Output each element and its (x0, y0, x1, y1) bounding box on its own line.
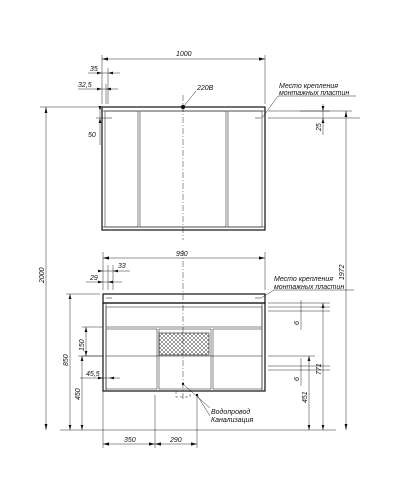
mirror-cabinet-view (78, 51, 360, 240)
basin-top (103, 294, 265, 303)
mount-note-bottom-line1: Место крепления (274, 276, 334, 283)
dim-29: 29 (90, 275, 98, 282)
sewer-leader (197, 395, 210, 416)
left-door (105, 111, 138, 227)
dim-150: 150 (79, 339, 86, 351)
dim-25: 25 (316, 123, 323, 131)
dim-2000: 2000 (39, 267, 46, 283)
water-leader (183, 384, 210, 408)
dim-45-5: 45,5 (86, 371, 100, 378)
dim-33: 33 (118, 263, 126, 270)
water-label: Водопровод (211, 409, 251, 416)
sewer-label: Канализация (211, 417, 254, 424)
dim-1972: 1972 (339, 264, 346, 280)
dim-451: 451 (302, 391, 309, 403)
dim-990: 990 (176, 251, 188, 258)
dim-850: 850 (63, 354, 70, 366)
dim-35: 35 (90, 66, 98, 73)
right-door (228, 111, 262, 227)
dim-450: 450 (75, 388, 82, 400)
dim-350: 350 (124, 437, 136, 444)
dim-771: 771 (316, 363, 323, 375)
dim-6-top: 6 (294, 321, 301, 325)
dim-290: 290 (170, 437, 182, 444)
dim-6-bottom: 6 (294, 377, 301, 381)
mirror-cabinet-outline (102, 107, 265, 230)
mount-note-top-line1: Место крепления (279, 83, 339, 90)
vanity-unit-view (60, 250, 354, 448)
lower-right-door (213, 329, 262, 389)
upper-drawer-front (106, 307, 262, 327)
dim-1000: 1000 (176, 51, 192, 58)
dim-32-5: 32,5 (78, 82, 92, 89)
socket-leader (184, 91, 196, 106)
mount-note-top-line2: монтажных пластин (279, 90, 350, 97)
overall-heights (39, 107, 352, 430)
dim-50: 50 (88, 132, 96, 139)
mount-note-bottom-line2: монтажных пластин (274, 284, 345, 291)
lower-left-door (106, 329, 157, 389)
socket-label: 220В (197, 85, 214, 92)
plumbing-zone-hatch (159, 333, 209, 355)
